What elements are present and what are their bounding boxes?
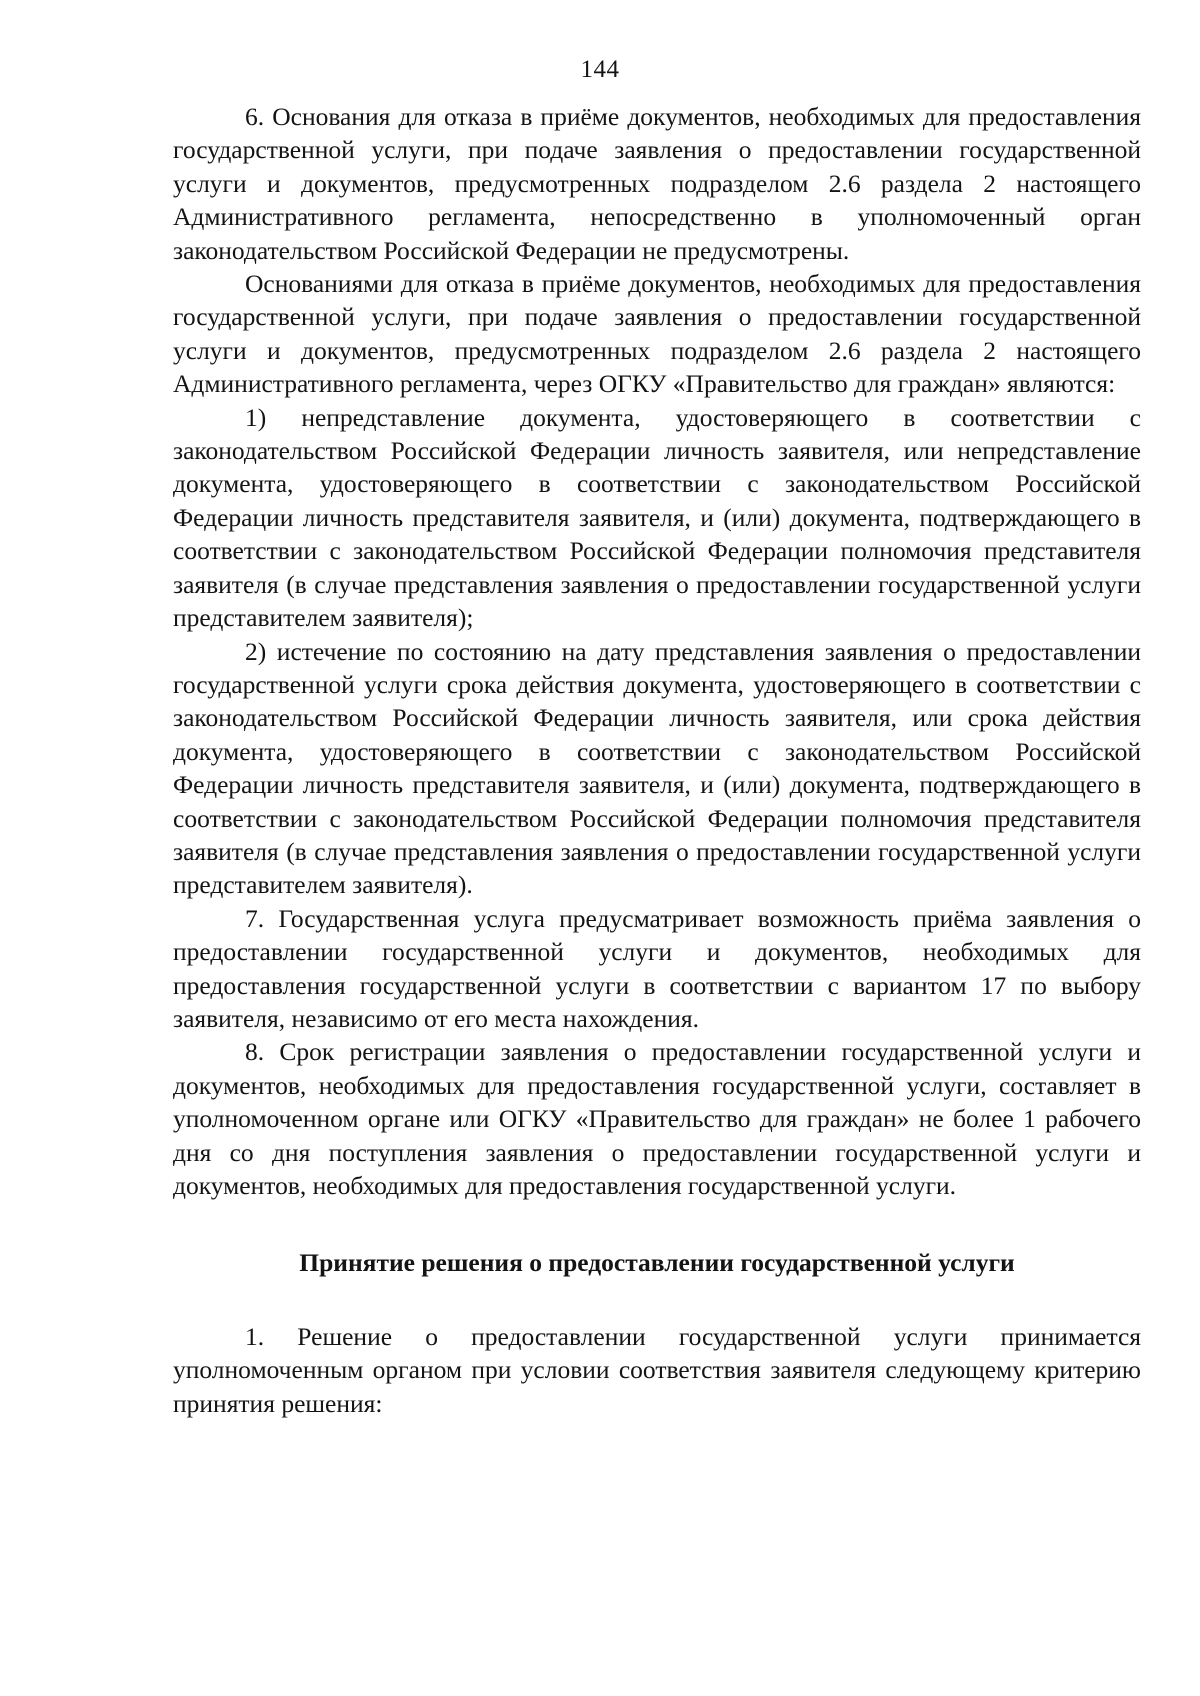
paragraph-decision-1: 1. Решение о предоставлении государственной услуги принимается уполномоченным органом при условии соответствия заявителя следующему критерию принятия решения: bbox=[173, 1321, 1141, 1418]
paragraph-7: 7. Государственная услуга предусматривает возможность приёма заявления о предоставлении государственной услуги и документов, необходимых для предоставления государственной услуги в соответствии с вариантом 17 по выбору заявителя, независимо от его места нахождения. bbox=[173, 903, 1141, 1033]
section-heading: Принятие решения о предоставлении государственной услуги bbox=[299, 1248, 1015, 1278]
list-item-2: 2) истечение по состоянию на дату представления заявления о предоставлении государственной услуги срока действия документа, удостоверяющего в соответствии с законодательством Российской Федерации личность заявителя, или срока действия документа, удостоверяющего в соответствии с законодательством Российской Федерации личность представителя заявителя, и (или) документа, подтверждающего в соответствии с законодательством Российской Федерации полномочия представителя заявителя (в случае представления заявления о предоставлении государственной услуги представителем заявителя). bbox=[173, 636, 1141, 900]
list-item-1: 1) непредставление документа, удостоверяющего в соответствии с законодательством Российской Федерации личность заявителя, или непредставление документа, удостоверяющего в соответствии с законодательством Российской Федерации личность представителя заявителя, и (или) документа, подтверждающего в соответствии с законодательством Российской Федерации полномочия представителя заявителя (в случае представления заявления о предоставлении государственной услуги представителем заявителя); bbox=[173, 402, 1141, 633]
page-number: 144 bbox=[580, 56, 620, 83]
paragraph-6-no-grounds: 6. Основания для отказа в приёме документов, необходимых для предоставления государственной услуги, при подаче заявления о предоставлении государственной услуги и документов, предусмотренных подразделом 2.6 раздела 2 настоящего Административного регламента, непосредственно в уполномоченный орган законодательством Российской Федерации не предусмотрены. bbox=[173, 102, 1141, 265]
document-body bbox=[173, 100, 1141, 1420]
paragraph-8: 8. Срок регистрации заявления о предоставлении государственной услуги и документов, необходимых для предоставления государственной услуги, составляет в уполномоченном органе или ОГКУ «Правительство для граждан» не более 1 рабочего дня со дня поступления заявления о предоставлении государственной услуги и документов, необходимых для предоставления государственной услуги. bbox=[173, 1037, 1141, 1200]
paragraph-grounds-ogku: Основаниями для отказа в приёме документов, необходимых для предоставления государственной услуги, при подаче заявления о предоставлении государственной услуги и документов, предусмотренных подразделом 2.6 раздела 2 настоящего Административного регламента, через ОГКУ «Правительство для граждан» являются: bbox=[173, 269, 1141, 399]
